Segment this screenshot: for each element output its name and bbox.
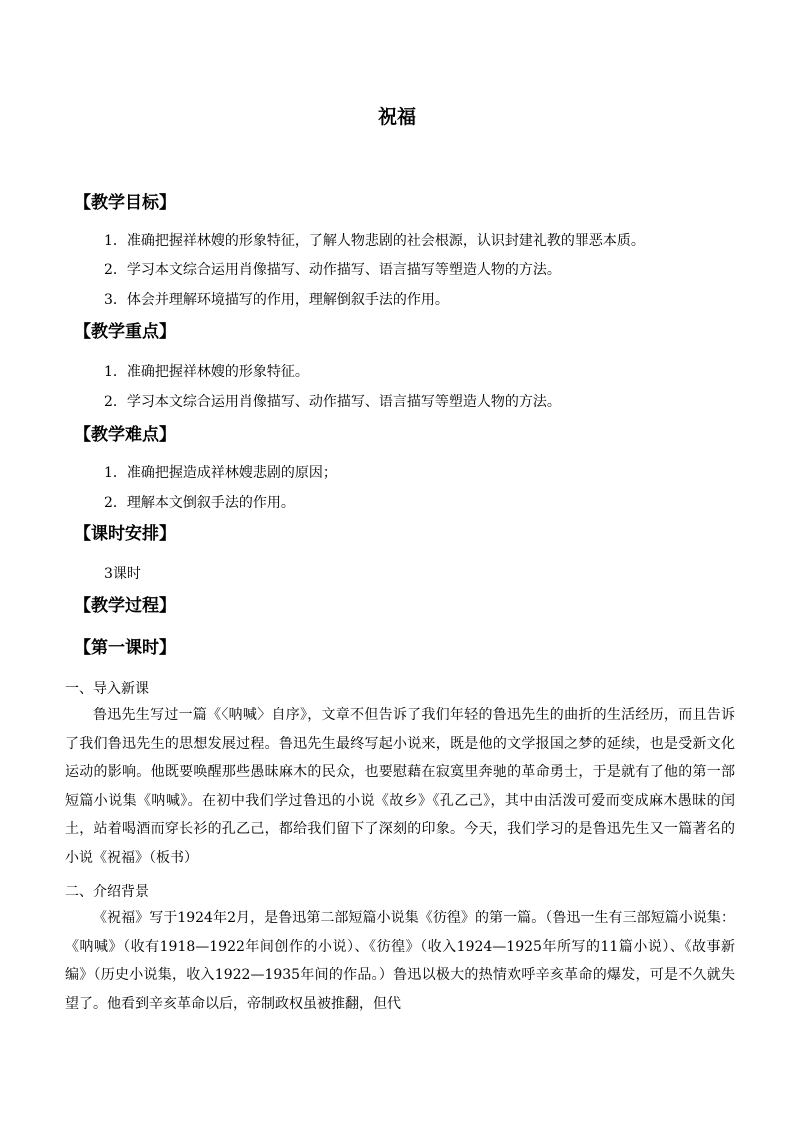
key-point-item-2: 2．学习本文综合运用肖像描写、动作描写、语言描写等塑造人物的方法。 (104, 394, 561, 410)
goal-item-2: 2．学习本文综合运用肖像描写、动作描写、语言描写等塑造人物的方法。 (104, 262, 561, 278)
document-title: 祝福 (377, 106, 416, 128)
heading-key-points: 【教学重点】 (74, 322, 176, 342)
heading-first-lesson: 【第一课时】 (74, 638, 176, 658)
part2-paragraph: 《祝福》写于1924年2月，是鲁迅第二部短篇小说集《彷徨》的第一篇。（鲁迅一生有三部短篇小说集：《呐喊》（收有1918—1922年间创作的小说）、《彷徨》（收入1924—1925年所写的11篇小说）、《故事新编》（历史小说集，收入1922—1935年间的作品。）鲁迅以极大的热情欢呼辛亥革命的爆发，可是不久就失望了。他看到辛亥革命以后，帝制政权虽被推翻，但代 (65, 910, 735, 1012)
schedule-text: 3课时 (104, 566, 141, 582)
key-point-item-1: 1．准确把握祥林嫂的形象特征。 (104, 364, 309, 380)
goal-item-1: 1．准确把握祥林嫂的形象特征，了解人物悲剧的社会根源，认识封建礼教的罪恶本质。 (104, 233, 645, 249)
heading-difficulties: 【教学难点】 (74, 425, 176, 445)
difficulty-item-1: 1．准确把握造成祥林嫂悲剧的原因； (104, 465, 337, 481)
part1-paragraph: 鲁迅先生写过一篇《〈呐喊〉自序》，文章不但告诉了我们年轻的鲁迅先生的曲折的生活经历，而且告诉了我们鲁迅先生的思想发展过程。鲁迅先生最终写起小说来，既是他的文学报国之梦的延续，也是受新文化运动的影响。他既要唤醒那些愚昧麻木的民众，也要慰藉在寂寞里奔驰的革命勇士，于是就有了他的第一部短篇小说集《呐喊》。在初中我们学过鲁迅的小说《故乡》《孔乙己》，其中由活泼可爱而变成麻木愚昧的闰土，站着喝酒而穿长衫的孔乙己，都给我们留下了深刻的印象。今天，我们学习的是鲁迅先生又一篇著名的小说《祝福》（板书） (65, 707, 735, 866)
heading-schedule: 【课时安排】 (74, 524, 176, 544)
part1-title: 一、导入新课 (65, 681, 149, 697)
goal-item-3: 3．体会并理解环境描写的作用，理解倒叙手法的作用。 (104, 292, 449, 308)
heading-teaching-goals: 【教学目标】 (74, 193, 176, 213)
difficulty-item-2: 2．理解本文倒叙手法的作用。 (104, 495, 295, 511)
heading-teaching-process: 【教学过程】 (74, 596, 176, 616)
part2-title: 二、介绍背景 (65, 884, 149, 900)
